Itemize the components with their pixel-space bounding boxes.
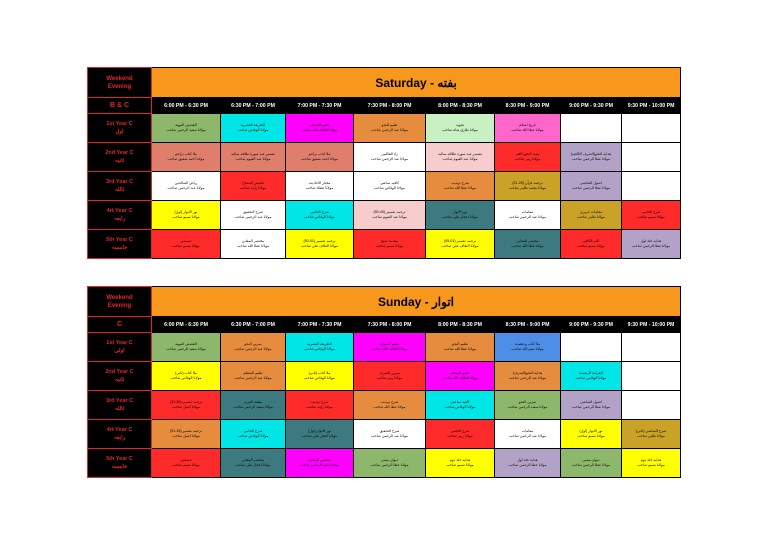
class-cell: [286, 114, 354, 143]
class-cell: [286, 333, 354, 362]
year-label-ur: ثالثہ: [114, 406, 125, 412]
subject-name: اصول الشاشی: [580, 181, 602, 185]
class-cell: [495, 230, 561, 259]
subject-name: القصص النبوية: [175, 342, 197, 346]
year-label-ur: ثانیہ: [114, 377, 125, 383]
schedule-table-1: [87, 67, 681, 259]
class-cell: [354, 420, 426, 449]
teacher-name: مولانا اعجاز علی صاحب: [235, 463, 271, 467]
teacher-name: مولانا اجمل صاحب: [172, 434, 200, 438]
corner-line: Weekend: [106, 294, 133, 301]
section-label: C: [88, 317, 152, 333]
class-cell: [286, 449, 354, 478]
subject-name: نور الانوار (اول): [174, 210, 198, 214]
subject-name: شرح الجامی: [450, 429, 470, 433]
class-cell: [221, 172, 286, 201]
teacher-name: مولانا الوقاص صاحب: [304, 376, 335, 380]
teacher-name: مولانا عبد الرحمن صاحب: [370, 128, 409, 132]
teacher-name: مولانا عطا الله صاحب: [511, 128, 544, 132]
year-row: [88, 362, 681, 391]
subject-name: دیوان متنبی: [380, 458, 399, 462]
year-label-en: 3rd Year C: [105, 179, 134, 185]
year-label: [88, 230, 152, 259]
class-cell: [354, 362, 426, 391]
class-cell: [354, 391, 426, 420]
class-cell: [561, 391, 622, 420]
teacher-name: مولانا زاہد صاحب: [239, 186, 267, 190]
teacher-name: مولانا نسیم صاحب: [637, 463, 665, 467]
year-row: [88, 143, 681, 172]
teacher-name: مولانا سعید الرحمن صاحب: [166, 128, 206, 132]
class-cell: [152, 114, 221, 143]
teacher-name: مولانا زبیر صاحب: [376, 376, 403, 380]
teacher-name: مولانا سعید الرحمن صاحب: [507, 405, 548, 409]
subject-name: مختار الاحادیث: [308, 181, 331, 185]
teacher-name: مولانا عبد الرحمن صاحب: [370, 157, 409, 161]
subject-name: ترجمہ تفسیر (01-05): [443, 239, 477, 243]
corner-line: Evening: [107, 302, 132, 309]
subject-name: مختصر المعانی: [241, 458, 265, 462]
subject-name: مختصر المعانی: [241, 239, 265, 243]
subject-name: ترجمہ تفسیر (30-31): [169, 400, 203, 404]
class-cell: [561, 143, 622, 172]
class-cell: [152, 391, 221, 420]
class-cell: [495, 391, 561, 420]
class-cell: [495, 172, 561, 201]
subject-name: شرح التحقیق: [379, 429, 400, 433]
weekend-evening-label: [88, 287, 152, 317]
subject-name: هدایه جلد دوم: [640, 458, 662, 462]
subject-name: مقامات: [521, 429, 534, 433]
class-cell: [354, 230, 426, 259]
teacher-name: مولانا سعید الرحمن صاحب: [233, 405, 273, 409]
subject-name: دیوان متنبی: [582, 458, 600, 462]
subject-name: تمرین النحو: [518, 400, 537, 404]
teacher-name: مولانا نعیم الله صاحب: [511, 347, 544, 351]
subject-name: شرح الجامی: [641, 210, 661, 214]
year-row: [88, 114, 681, 143]
time-slot-header: 8:00 PM - 8:30 PM: [426, 317, 495, 333]
teacher-name: مولانا عبد الرحمن صاحب: [370, 434, 409, 438]
subject-name: مقدمۃ شیخ: [380, 239, 399, 243]
teacher-name: مولانا عطا الرحمن صاحب: [631, 244, 671, 248]
year-label: [88, 391, 152, 420]
teacher-name: مولانا عبد الرحمن صاحب: [508, 434, 547, 438]
class-cell: [561, 114, 622, 143]
subject-name: ملا کتاب تراجم: [175, 152, 197, 156]
year-label: [88, 420, 152, 449]
class-cell: [286, 201, 354, 230]
class-cell: [426, 201, 495, 230]
class-cell: [426, 420, 495, 449]
year-label-ur: ثانیہ: [114, 158, 125, 164]
year-label-en: 5th Year C: [106, 237, 133, 243]
class-cell: [286, 143, 354, 172]
teacher-name: مولانا الوقاص صاحب: [237, 128, 269, 132]
subject-name: هداية النحو(الصرف الكافيه): [570, 152, 612, 156]
teacher-name: مولانا زاہد صاحب: [306, 405, 333, 409]
class-cell: [426, 449, 495, 478]
teacher-name: مولانا زبیر صاحب: [447, 434, 473, 438]
teacher-name: مولانا الطاف الله صاحب: [301, 128, 338, 132]
year-row: [88, 201, 681, 230]
year-row: [88, 391, 681, 420]
teacher-name: مولانا عطا الله صاحب: [511, 244, 544, 248]
subject-name: شرح الجامی: [243, 429, 263, 433]
subject-name: تمرین النحو: [244, 342, 262, 346]
subject-name: الطريقة العصرية: [240, 123, 266, 127]
subject-name: حسامی: [180, 458, 192, 462]
subject-name: ہدیۃ النحو کافیہ: [515, 152, 540, 156]
time-slot-header: 7:00 PM - 7:30 PM: [286, 317, 354, 333]
subject-name: تعلیم المتعلم: [243, 371, 263, 375]
subject-name: اصول الشاشی: [580, 400, 602, 404]
class-cell: [426, 391, 495, 420]
year-label: [88, 449, 152, 478]
class-cell: [286, 391, 354, 420]
class-cell: [152, 172, 221, 201]
teacher-name: مولانا عطا الرحمن صاحب: [571, 463, 611, 467]
teacher-name: مولانا الطاف الله صاحب: [371, 347, 408, 351]
subject-name: حسامی: [180, 239, 192, 243]
teacher-name: مولانا عطا الرحمن صاحب: [370, 463, 409, 467]
year-label-en: 4rt Year C: [106, 208, 133, 214]
class-cell: [354, 143, 426, 172]
class-cell: [426, 114, 495, 143]
class-cell: [152, 143, 221, 172]
subject-name: تفسیر عبد سورة طلاقه سالبه: [231, 152, 275, 156]
section-label: B & C: [88, 98, 152, 114]
teacher-name: مولانا عطا الرحمن صاحب: [571, 405, 611, 409]
subject-name: هداية النحو(الصرف): [512, 371, 543, 375]
teacher-name: مولانا سعید الرحمن صاحب: [166, 347, 206, 351]
subject-name: کافیہ ساعتی: [379, 181, 400, 185]
class-cell: [221, 449, 286, 478]
class-cell: [152, 420, 221, 449]
teacher-name: مولانا عبد الرحمن صاحب: [234, 347, 272, 351]
class-cell: [622, 420, 681, 449]
class-cell: [152, 201, 221, 230]
corner-line: Weekend: [106, 75, 133, 82]
year-label-ur: اولی: [114, 348, 125, 354]
year-row: [88, 172, 681, 201]
class-cell: [495, 114, 561, 143]
class-cell: [622, 362, 681, 391]
teacher-name: مولانا الوقاص صاحب: [170, 376, 202, 380]
time-slot-header: 6:00 PM - 6:30 PM: [152, 98, 221, 114]
subject-name: الطريقة العصرية: [307, 342, 332, 346]
teacher-name: مولانا طاہر صاحب: [577, 215, 605, 219]
time-slot-header: 8:30 PM - 9:00 PM: [495, 317, 561, 333]
teacher-name: مولانا نسیم صاحب: [172, 463, 200, 467]
year-label-ur: رابعہ: [113, 216, 126, 222]
subject-name: شرح الشاشی (ثانی): [635, 429, 667, 433]
time-slot-header: 8:00 PM - 8:30 PM: [426, 98, 495, 114]
subject-name: شرح التحقیق: [243, 210, 263, 214]
subject-name: القراءة الرشيدة: [579, 371, 603, 375]
subject-name: مختصر المعانی: [516, 239, 539, 243]
year-label-en: 2nd Year C: [105, 150, 134, 156]
subject-name: تعلیم الصرف: [379, 342, 400, 346]
subject-name: تعلیم النحو: [381, 123, 398, 127]
class-cell: [622, 391, 681, 420]
teacher-name: مولانا عبد الرحمن صاحب: [508, 376, 547, 380]
year-label-ur: خامسہ: [111, 464, 128, 470]
time-slot-header: 7:00 PM - 7:30 PM: [286, 98, 354, 114]
class-cell: [426, 172, 495, 201]
year-row: [88, 230, 681, 259]
class-cell: [622, 114, 681, 143]
subject-name: تاریخ اسلام: [519, 123, 536, 127]
teacher-name: مولانا سعید الرحمن صاحب: [299, 463, 340, 467]
subject-name: ترجمہ تفسیر (40-50): [373, 210, 406, 214]
class-cell: [622, 230, 681, 259]
class-cell: [561, 172, 622, 201]
class-cell: [354, 449, 426, 478]
class-cell: [221, 420, 286, 449]
class-cell: [561, 201, 622, 230]
teacher-name: مولانا عبد الرحمن صاحب: [234, 376, 272, 380]
subject-name: تفسیر عبد سورة طلاقه سالبه: [438, 152, 482, 156]
teacher-name: مولانا اعجاز علی صاحب: [301, 434, 338, 438]
teacher-name: مولانا الطاف علی صاحب: [300, 244, 338, 248]
teacher-name: مولانا نسیم صاحب: [375, 244, 404, 248]
subject-name: مقامات: [521, 210, 534, 214]
subject-name: شرح الجامی: [310, 210, 329, 214]
subject-name: رياض الصالحين: [174, 181, 198, 185]
year-label-ur: خامسہ: [111, 245, 128, 251]
year-label: [88, 362, 152, 391]
teacher-name: مولانا الطاف علی صاحب: [441, 244, 479, 248]
time-slot-header: 6:30 PM - 7:00 PM: [221, 98, 286, 114]
subject-name: ترجمہ قرآن (20-21): [512, 181, 543, 185]
subject-name: ملا کتاب (ثانی): [308, 371, 331, 375]
subject-name: ترجمہ تفسیر (01-50): [303, 239, 336, 243]
year-label-ur: ثالثہ: [114, 187, 125, 193]
time-slot-header: 9:00 PM - 9:30 PM: [561, 317, 622, 333]
subject-name: ترجمہ تفسیر (15-01): [169, 429, 203, 433]
subject-name: شرح تہذیب: [310, 400, 329, 404]
schedule-table-2: [87, 286, 681, 478]
teacher-name: مولانا عطا الرحمن صاحب: [571, 186, 611, 190]
subject-name: اکثر الکافی: [582, 239, 600, 243]
subject-name: نظمۃ العرب: [243, 400, 263, 404]
year-label: [88, 143, 152, 172]
class-cell: [354, 172, 426, 201]
class-cell: [495, 420, 561, 449]
time-slot-header: 7:30 PM - 8:00 PM: [354, 98, 426, 114]
teacher-name: مولانا نسیم صاحب: [577, 244, 605, 248]
time-slot-header: 9:00 PM - 9:30 PM: [561, 98, 622, 114]
teacher-name: مولانا عطا الرحمن صاحب: [508, 463, 547, 467]
teacher-name: مولانا الوقاص صاحب: [575, 376, 607, 380]
teacher-name: مولانا عطا الله صاحب: [373, 405, 406, 409]
year-label-en: 1st Year C: [106, 340, 133, 346]
year-row: [88, 333, 681, 362]
subject-name: شرح تہذیب: [380, 400, 399, 404]
subject-name: ملا کتاب و عقیدہ: [514, 342, 541, 346]
teacher-name: مولانا طاہر صاحب: [637, 434, 665, 438]
class-cell: [152, 230, 221, 259]
subject-name: مختصر المعانی: [308, 458, 331, 462]
teacher-name: مولانا نسیم صاحب: [172, 215, 200, 219]
class-cell: [221, 143, 286, 172]
class-cell: [426, 230, 495, 259]
class-cell: [561, 420, 622, 449]
day-title: Sunday - اتوار: [152, 287, 681, 317]
class-cell: [221, 333, 286, 362]
year-label: [88, 172, 152, 201]
teacher-name: مولانا نسیم صاحب: [172, 244, 200, 248]
class-cell: [561, 333, 622, 362]
year-label-en: 4rt Year C: [106, 427, 133, 433]
class-cell: [152, 362, 221, 391]
class-cell: [152, 333, 221, 362]
teacher-name: مولانا عطا الله صاحب: [236, 244, 270, 248]
subject-name: زادالطالبین: [381, 152, 398, 156]
subject-name: هدایه جلد اول: [640, 239, 662, 243]
class-cell: [622, 333, 681, 362]
teacher-name: مولانا الوقاص صاحب: [304, 347, 335, 351]
subject-name: هدایه جلد دوم: [449, 458, 471, 462]
year-label: [88, 201, 152, 230]
teacher-name: مولانا عبد القیوم صاحب: [371, 215, 407, 219]
time-slot-header: 9:30 PM - 10:00 PM: [622, 98, 681, 114]
teacher-name: مولانا اجمل صاحب: [172, 405, 200, 409]
subject-name: نور الانوار (اول): [579, 429, 603, 433]
class-cell: [622, 449, 681, 478]
time-slot-header: 6:30 PM - 7:00 PM: [221, 317, 286, 333]
teacher-name: مولانا نسیم صاحب: [446, 463, 474, 467]
class-cell: [221, 362, 286, 391]
teacher-name: مولانا الوقاص صاحب: [237, 434, 269, 438]
class-cell: [426, 333, 495, 362]
time-slot-header: 7:30 PM - 8:00 PM: [354, 317, 426, 333]
year-row: [88, 420, 681, 449]
teacher-name: مولانا عطا الله صاحب: [443, 186, 477, 190]
class-cell: [495, 201, 561, 230]
subject-name: مقامات حریری: [579, 210, 603, 214]
class-cell: [286, 420, 354, 449]
class-cell: [354, 333, 426, 362]
class-cell: [221, 230, 286, 259]
teacher-name: مولانا عبد القیوم صاحب: [442, 157, 478, 161]
teacher-name: مولانا عبد الرحمن صاحب: [234, 215, 272, 219]
teacher-name: مولانا عطا الرحمن صاحب: [571, 157, 611, 161]
time-slot-header: 8:30 PM - 9:00 PM: [495, 98, 561, 114]
teacher-name: مولانا عبد القیوم صاحب: [235, 157, 271, 161]
year-label: [88, 333, 152, 362]
class-cell: [354, 201, 426, 230]
year-label-en: 3rd Year C: [105, 398, 134, 404]
subject-name: نور الانوار (اول): [308, 429, 331, 433]
class-cell: [426, 362, 495, 391]
subject-name: ملا کتاب (ثانی): [175, 371, 197, 375]
teacher-name: مولانا الوقاص صاحب: [304, 215, 335, 219]
class-cell: [495, 333, 561, 362]
class-cell: [495, 143, 561, 172]
subject-name: هدایه جلد اول: [517, 458, 538, 462]
teacher-name: مولانا عطاء صاحب: [305, 186, 334, 190]
subject-name: کافیہ ساعتی: [450, 400, 470, 404]
teacher-name: مولانا نسیم صاحب: [637, 215, 665, 219]
class-cell: [354, 114, 426, 143]
class-cell: [561, 230, 622, 259]
class-cell: [561, 362, 622, 391]
class-cell: [221, 201, 286, 230]
class-cell: [152, 449, 221, 478]
class-cell: [426, 143, 495, 172]
class-cell: [622, 143, 681, 172]
year-label-en: 2nd Year C: [105, 369, 134, 375]
year-label-ur: اول: [115, 129, 124, 135]
teacher-name: مولانا احمد شفیق صاحب: [167, 157, 205, 161]
time-slot-header: 6:00 PM - 6:30 PM: [152, 317, 221, 333]
subject-name: ملا کتاب تراجم: [308, 152, 331, 156]
class-cell: [286, 172, 354, 201]
teacher-name: مولانا الوقاص صاحب: [444, 405, 476, 409]
teacher-name: مولانا طارق شاہ صاحب: [442, 128, 478, 132]
time-slot-header: 9:30 PM - 10:00 PM: [622, 317, 681, 333]
teacher-name: مولانا الطاف الله صاحب: [442, 376, 478, 380]
subject-name: شرح تہذیب: [451, 181, 469, 185]
subject-name: تعليم الصرف: [309, 123, 330, 127]
year-label: [88, 114, 152, 143]
class-cell: [561, 449, 622, 478]
class-cell: [495, 362, 561, 391]
subject-name: تجوید: [455, 123, 465, 127]
teacher-name: مولانا احمد شفیق صاحب: [301, 157, 338, 161]
year-label-ur: رابعہ: [113, 435, 126, 441]
class-cell: [286, 230, 354, 259]
corner-line: Evening: [107, 83, 132, 90]
teacher-name: مولانا عطا الله صاحب: [443, 347, 477, 351]
subject-name: نور الانوار: [452, 210, 468, 214]
teacher-name: مولانا نسیم صاحب: [577, 434, 605, 438]
class-cell: [221, 391, 286, 420]
weekend-evening-label: [88, 68, 152, 98]
year-label-en: 5th Year C: [106, 456, 133, 462]
teacher-name: مولانا الوقاص صاحب: [374, 186, 405, 190]
teacher-name: مولانا عبد الرحمن صاحب: [167, 186, 205, 190]
year-label-en: 1st Year C: [106, 121, 133, 127]
teacher-name: مولانا عبد الرحمن صاحب: [508, 215, 547, 219]
class-cell: [495, 449, 561, 478]
subject-name: تلخیص المفتاح: [242, 181, 264, 185]
teacher-name: مولانا اعجاز علی صاحب: [442, 215, 478, 219]
class-cell: [286, 362, 354, 391]
subject-name: تعلیم المتعلم: [450, 371, 470, 375]
subject-name: تعلیم النحو: [452, 342, 468, 346]
year-row: [88, 449, 681, 478]
teacher-name: مولانا محمد طاہر صاحب: [508, 186, 547, 190]
subject-name: القصص النبوية: [175, 123, 197, 127]
subject-name: تمرین الصرف: [379, 371, 400, 375]
class-cell: [622, 172, 681, 201]
day-title: Saturday - بفته: [152, 68, 681, 98]
class-cell: [221, 114, 286, 143]
class-cell: [622, 201, 681, 230]
teacher-name: مولانا زبیر صاحب: [514, 157, 541, 161]
